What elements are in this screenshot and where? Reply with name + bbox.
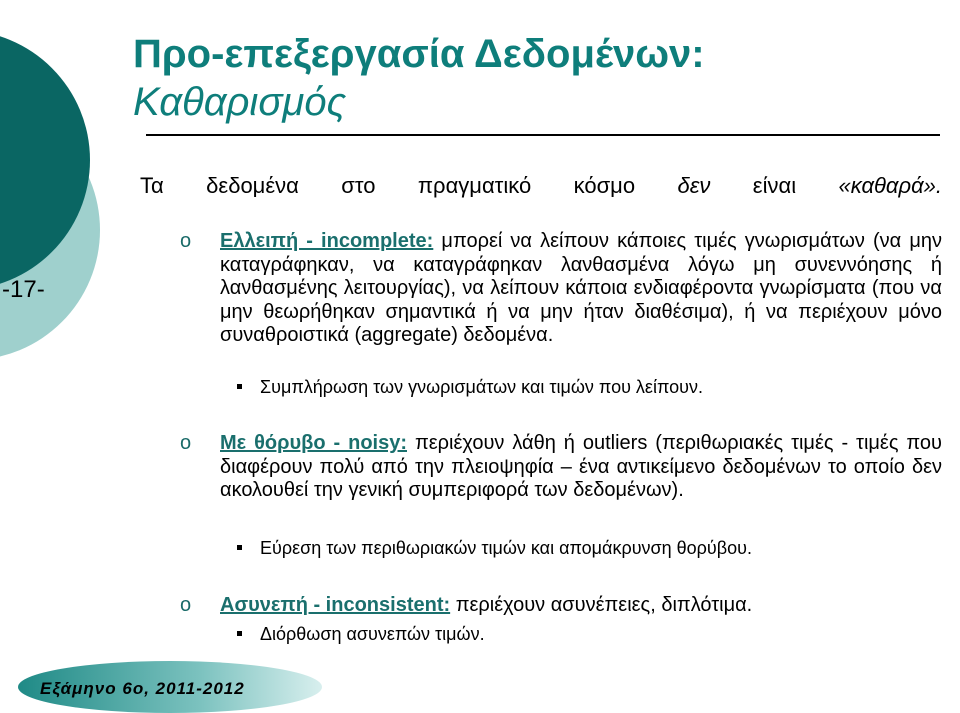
bullet-incomplete xyxy=(180,230,960,348)
title-underline xyxy=(146,134,940,136)
square-bullet-icon xyxy=(237,545,242,550)
intro-word: είναι xyxy=(752,173,797,198)
sub-bullet-text: Συμπλήρωση των γνωρισμάτων και τιμών που λείπουν. xyxy=(260,377,703,397)
sub-bullet-inconsistent xyxy=(237,623,485,645)
bullet-marker-icon: o xyxy=(180,432,192,454)
intro-word: πραγματικό xyxy=(417,173,532,198)
sub-bullet-text: Διόρθωση ασυνεπών τιμών. xyxy=(260,624,485,644)
bullet-noisy xyxy=(180,432,960,503)
footer-semester: Εξάμηνο 6ο, 2011-2012 xyxy=(40,679,245,698)
bullet-text xyxy=(220,230,942,348)
bullet-text xyxy=(220,432,942,503)
intro-word: δεδομένα xyxy=(206,173,299,198)
sub-bullet-noisy xyxy=(237,537,752,559)
square-bullet-icon xyxy=(237,631,242,636)
title-line-2: Καθαρισμός xyxy=(133,80,347,124)
bullet-marker-icon: o xyxy=(180,230,192,252)
intro-word: Τα xyxy=(140,173,164,198)
sub-bullet-text: Εύρεση των περιθωριακών τιμών και απομάκρυνση θορύβου. xyxy=(260,538,752,558)
bullet-text xyxy=(220,594,942,618)
bullet-description: περιέχουν λάθη ή outliers (περιθωριακές τιμές - τιμές που διαφέρουν πολύ από την πλειοψηφία – ένα αντικείμενο δεδομένων το οποίο δεν ακολουθεί την γενική συμπεριφορά των δεδομένων). xyxy=(220,432,942,501)
bullet-description: περιέχουν ασυνέπειες, διπλότιμα. xyxy=(450,594,753,616)
title-line-1: Προ-επεξεργασία Δεδομένων: xyxy=(133,32,705,76)
sub-bullet-incomplete xyxy=(237,376,703,398)
slide-number: -17- xyxy=(2,276,45,303)
bullet-marker-icon: o xyxy=(180,594,192,616)
bullet-term: Ασυνεπή - inconsistent: xyxy=(220,594,451,616)
bullet-description: μπορεί να λείπουν κάποιες τιμές γνωρισμάτων (να μην καταγράφηκαν, να καταγράφηκαν λανθασμένα λόγω μη συνεννόησης ή λανθασμένης λειτουργίας), να λείπουν κάποια ενδιαφέροντα γνωρίσματα (που να μην θεωρήθηκαν σημαντικά ή να μην ήταν διαθέσιμα), ή να περιέχουν μόνο συναθροιστικά (aggregate) δεδομένα. xyxy=(220,230,942,346)
intro-word: στο xyxy=(341,173,376,198)
bullet-inconsistent xyxy=(180,594,960,618)
square-bullet-icon xyxy=(237,384,242,389)
intro-sentence xyxy=(140,173,942,203)
intro-word: κόσμο xyxy=(573,173,636,198)
bullet-term: Με θόρυβο - noisy: xyxy=(220,432,407,454)
slide-title xyxy=(133,30,933,126)
intro-word-emphasis: «καθαρά». xyxy=(838,173,942,198)
bullet-term: Ελλειπή - incomplete: xyxy=(220,230,434,252)
intro-word-emphasis: δεν xyxy=(677,173,711,198)
